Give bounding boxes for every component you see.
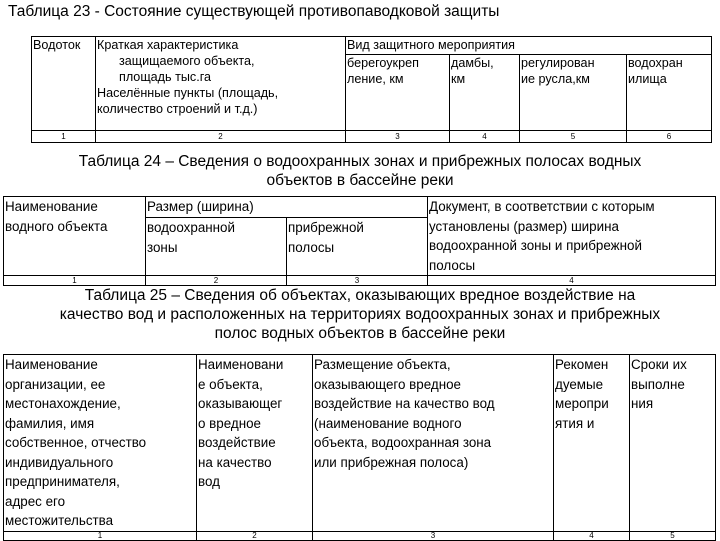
header-document: Документ, в соответствии с которым установлены (размер) ширина водоохранной зоны и прибрежной полосы (428, 197, 716, 276)
header-protected-object: Краткая характеристика защищаемого объекта, площадь тыс.га Населённые пункты (площадь, количество строений и т.д.) (96, 37, 346, 131)
column-number: 1 (32, 131, 96, 143)
column-number: 4 (428, 276, 716, 286)
header-recommended-measures: Рекомен дуемые меропри ятия и (554, 355, 630, 532)
header-organization: Наименование организации, ее местонахождение, фамилия, имя собственное, отчество индивидуального предпринимателя, адрес его местожительства (4, 355, 197, 532)
table23 (31, 36, 712, 143)
column-number: 1 (4, 531, 197, 540)
table23-title: Таблица 23 - Состояние существующей противопаводковой защиты (8, 3, 500, 20)
table25 (3, 354, 716, 541)
column-number: 4 (554, 531, 630, 540)
column-number: 2 (146, 276, 287, 286)
header-object-name: Наименовани е объекта, оказывающег о вредное воздействие на качество вод (197, 355, 313, 532)
header-deadlines: Сроки их выполне ния (630, 355, 716, 532)
column-number: 6 (627, 131, 712, 143)
column-number: 1 (4, 276, 146, 286)
column-number: 3 (346, 131, 450, 143)
column-number: 3 (287, 276, 428, 286)
table24 (3, 196, 716, 286)
column-number: 5 (520, 131, 627, 143)
header-coastal-strip: прибрежной полосы (287, 218, 428, 276)
column-number: 4 (450, 131, 520, 143)
column-number: 3 (313, 531, 554, 540)
header-bank-protection: берегоукреп ление, км (346, 55, 450, 131)
header-dams: дамбы, км (450, 55, 520, 131)
header-watercourse: Водоток (32, 37, 96, 131)
header-object-placement: Размещение объекта, оказывающего вредное воздействие на качество вод (наименование водного объекта, водоохранная зона или прибрежная полоса) (313, 355, 554, 532)
header-water-protection-zone: водоохранной зоны (146, 218, 287, 276)
header-protective-measure: Вид защитного мероприятия (346, 37, 712, 55)
column-number: 5 (630, 531, 716, 540)
header-channel-regulation: регулирован ие русла,км (520, 55, 627, 131)
column-number: 2 (197, 531, 313, 540)
table24-title: Таблица 24 – Сведения о водоохранных зонах и прибрежных полосах водных объектов в бассейне реки (78, 153, 642, 189)
column-number: 2 (96, 131, 346, 143)
table25-title: Таблица 25 – Сведения об объектах, оказывающих вредное воздействие на качество вод и расположенных на территориях водоохранных зонах и прибрежных полос водных объектов в бассейне реки (59, 287, 661, 342)
header-reservoirs: водохран илища (627, 55, 712, 131)
header-water-body-name: Наименование водного объекта (4, 197, 146, 276)
header-size-width: Размер (ширина) (146, 197, 428, 218)
